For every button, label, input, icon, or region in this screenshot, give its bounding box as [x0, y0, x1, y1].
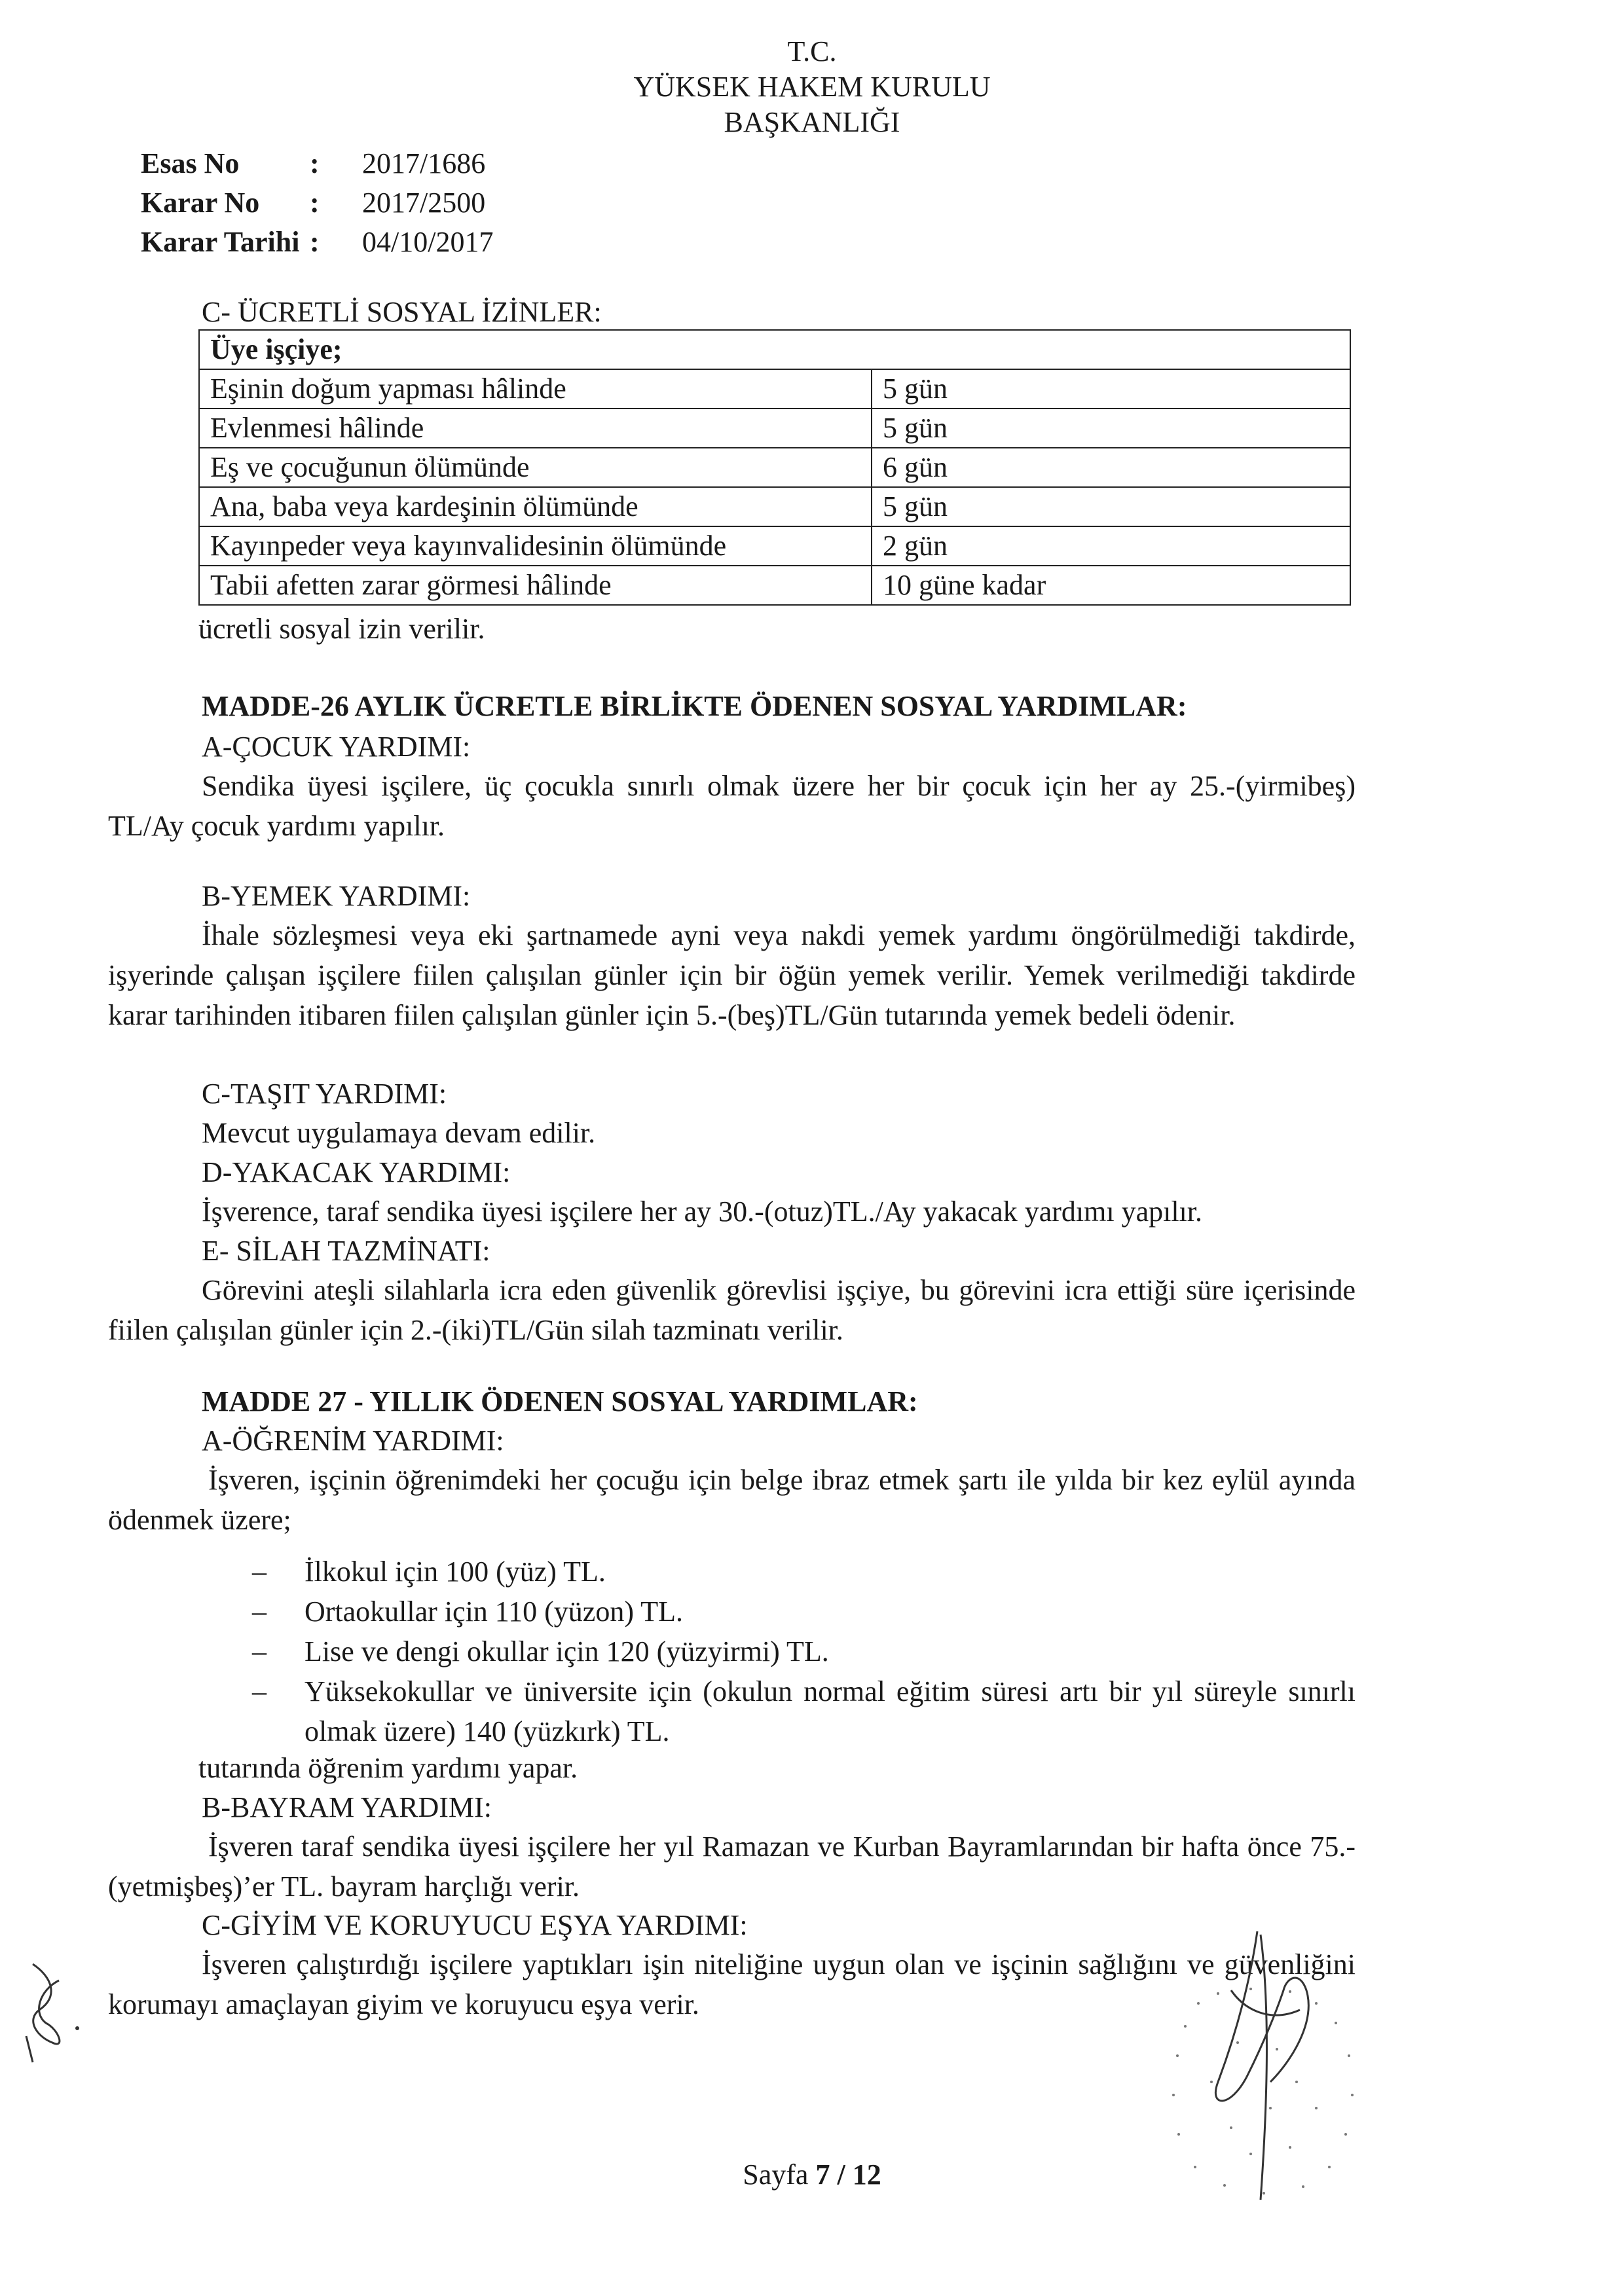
izin-reason: Eş ve çocuğunun ölümünde: [199, 448, 872, 487]
izinler-title: C- ÜCRETLİ SOSYAL İZİNLER:: [202, 296, 602, 328]
madde26-a-text: Sendika üyesi işçilere, üç çocukla sınırlı olmak üzere her bir çocuk için her ay 25.-(yirmibeş) TL/Ay çocuk yardımı yapılır.: [108, 770, 1356, 842]
list-item-text: İlkokul için 100 (yüz) TL.: [304, 1556, 606, 1588]
list-item: [252, 1631, 1356, 1671]
case-meta: [141, 144, 493, 262]
madde26-d-text: İşverence, taraf sendika üyesi işçilere her ay 30.-(otuz)TL./Ay yakacak yardımı yapılır.: [202, 1195, 1202, 1228]
meta-sep: :: [310, 187, 320, 219]
table-header: Üye işçiye;: [199, 330, 1350, 369]
madde26-b-title: B-YEMEK YARDIMI:: [202, 880, 471, 912]
page-footer: [0, 2157, 1624, 2193]
page-label: Sayfa: [743, 2159, 809, 2191]
madde26-d-title: D-YAKACAK YARDIMI:: [202, 1156, 511, 1188]
izinler-footer: ücretli sosyal izin verilir.: [198, 613, 485, 645]
list-item: [252, 1552, 1356, 1592]
list-bullet: –: [252, 1635, 267, 1667]
izin-reason: Tabii afetten zarar görmesi hâlinde: [199, 566, 872, 605]
header-line2: YÜKSEK HAKEM KURULU: [633, 71, 991, 103]
page-number: 7 / 12: [815, 2159, 881, 2191]
meta-label: Karar Tarihi: [141, 226, 300, 258]
izin-reason: Ana, baba veya kardeşinin ölümünde: [199, 487, 872, 526]
header-line1: T.C.: [787, 35, 837, 67]
madde26-b-text: İhale sözleşmesi veya eki şartnamede ayni veya nakdi yemek yardımı öngörülmediği takdirde, işyerinde çalışan işçilere fiilen çalışılan günler için bir öğün yemek verilir. Yemek verilmediği takdirde karar tarihinden itibaren fiilen çalışılan günler için 5.-(beş)TL/Gün tutarında yemek bedeli ödenir.: [108, 919, 1356, 1031]
izin-days: 6 gün: [872, 448, 1350, 487]
izin-days: 10 güne kadar: [872, 566, 1350, 605]
handwritten-initials: [13, 1951, 85, 2069]
madde27-b-text: İşveren taraf sendika üyesi işçilere her yıl Ramazan ve Kurban Bayramlarından bir hafta önce 75.-(yetmişbeş)’er TL. bayram harçlığı verir.: [108, 1831, 1356, 1903]
madde27-a-text: İşveren, işçinin öğrenimdeki her çocuğu için belge ibraz etmek şartı ile yılda bir kez eylül ayında ödenmek üzere;: [108, 1464, 1356, 1536]
izin-days: 2 gün: [872, 526, 1350, 566]
table-row: [199, 369, 1350, 409]
table-header-row: [199, 330, 1350, 369]
list-item: [252, 1592, 1356, 1631]
madde26-e-title: E- SİLAH TAZMİNATI:: [202, 1235, 490, 1267]
table-row: [199, 526, 1350, 566]
izin-days: 5 gün: [872, 487, 1350, 526]
madde27-a-title: A-ÖĞRENİM YARDIMI:: [202, 1425, 504, 1457]
madde27-title: MADDE 27 - YILLIK ÖDENEN SOSYAL YARDIMLAR:: [202, 1385, 918, 1417]
table-row: [199, 487, 1350, 526]
signature-stamp: [1120, 1912, 1434, 2252]
header: [0, 34, 1624, 140]
table-row: [199, 409, 1350, 448]
madde27-b-title: B-BAYRAM YARDIMI:: [202, 1791, 492, 1823]
madde26-title: MADDE-26 AYLIK ÜCRETLE BİRLİKTE ÖDENEN SOSYAL YARDIMLAR:: [202, 690, 1187, 722]
list-bullet: –: [252, 1675, 267, 1707]
table-row: [199, 448, 1350, 487]
izin-reason: Eşinin doğum yapması hâlinde: [199, 369, 872, 409]
izin-reason: Kayınpeder veya kayınvalidesinin ölümünde: [199, 526, 872, 566]
meta-row: [141, 223, 493, 262]
list-bullet: –: [252, 1556, 267, 1588]
meta-sep: :: [310, 226, 320, 258]
madde26-e-text: Görevini ateşli silahlarla icra eden güvenlik görevlisi işçiye, bu görevini icra ettiği süre içerisinde fiilen çalışılan günler için 2.-(iki)TL/Gün silah tazminatı verilir.: [108, 1274, 1356, 1346]
table-row: [199, 566, 1350, 605]
meta-value: 2017/1686: [362, 147, 486, 179]
izin-table: [198, 329, 1351, 606]
meta-value: 2017/2500: [362, 187, 486, 219]
madde27-a-footer: tutarında öğrenim yardımı yapar.: [198, 1752, 578, 1784]
izin-days: 5 gün: [872, 369, 1350, 409]
meta-row: [141, 183, 493, 223]
meta-row: [141, 144, 493, 183]
madde27-c-text: İşveren çalıştırdığı işçilere yaptıkları işin niteliğine uygun olan ve işçinin sağlığını ve güvenliğini korumayı amaçlayan giyim ve koruyucu eşya verir.: [108, 1948, 1356, 2020]
madde27-c-title: C-GİYİM VE KORUYUCU EŞYA YARDIMI:: [202, 1909, 748, 1941]
meta-value: 04/10/2017: [362, 226, 494, 258]
madde26-c-text: Mevcut uygulamaya devam edilir.: [202, 1117, 596, 1149]
izin-days: 5 gün: [872, 409, 1350, 448]
meta-sep: :: [310, 147, 320, 179]
list-item-text: Lise ve dengi okullar için 120 (yüzyirmi) TL.: [304, 1635, 829, 1667]
meta-label: Karar No: [141, 187, 260, 219]
ink-dot: [75, 2026, 79, 2030]
list-bullet: –: [252, 1595, 267, 1628]
list-item-text: Ortaokullar için 110 (yüzon) TL.: [304, 1595, 683, 1628]
list-item-text: Yüksekokullar ve üniversite için (okulun normal eğitim süresi artı bir yıl süreyle sınırlı olmak üzere) 140 (yüzkırk) TL.: [304, 1675, 1356, 1747]
list-item: [252, 1671, 1356, 1751]
madde26-c-title: C-TAŞIT YARDIMI:: [202, 1078, 447, 1110]
header-line3: BAŞKANLIĞI: [724, 106, 900, 138]
education-list: [252, 1552, 1356, 1751]
izin-reason: Evlenmesi hâlinde: [199, 409, 872, 448]
meta-label: Esas No: [141, 147, 240, 179]
madde26-a-title: A-ÇOCUK YARDIMI:: [202, 731, 471, 763]
